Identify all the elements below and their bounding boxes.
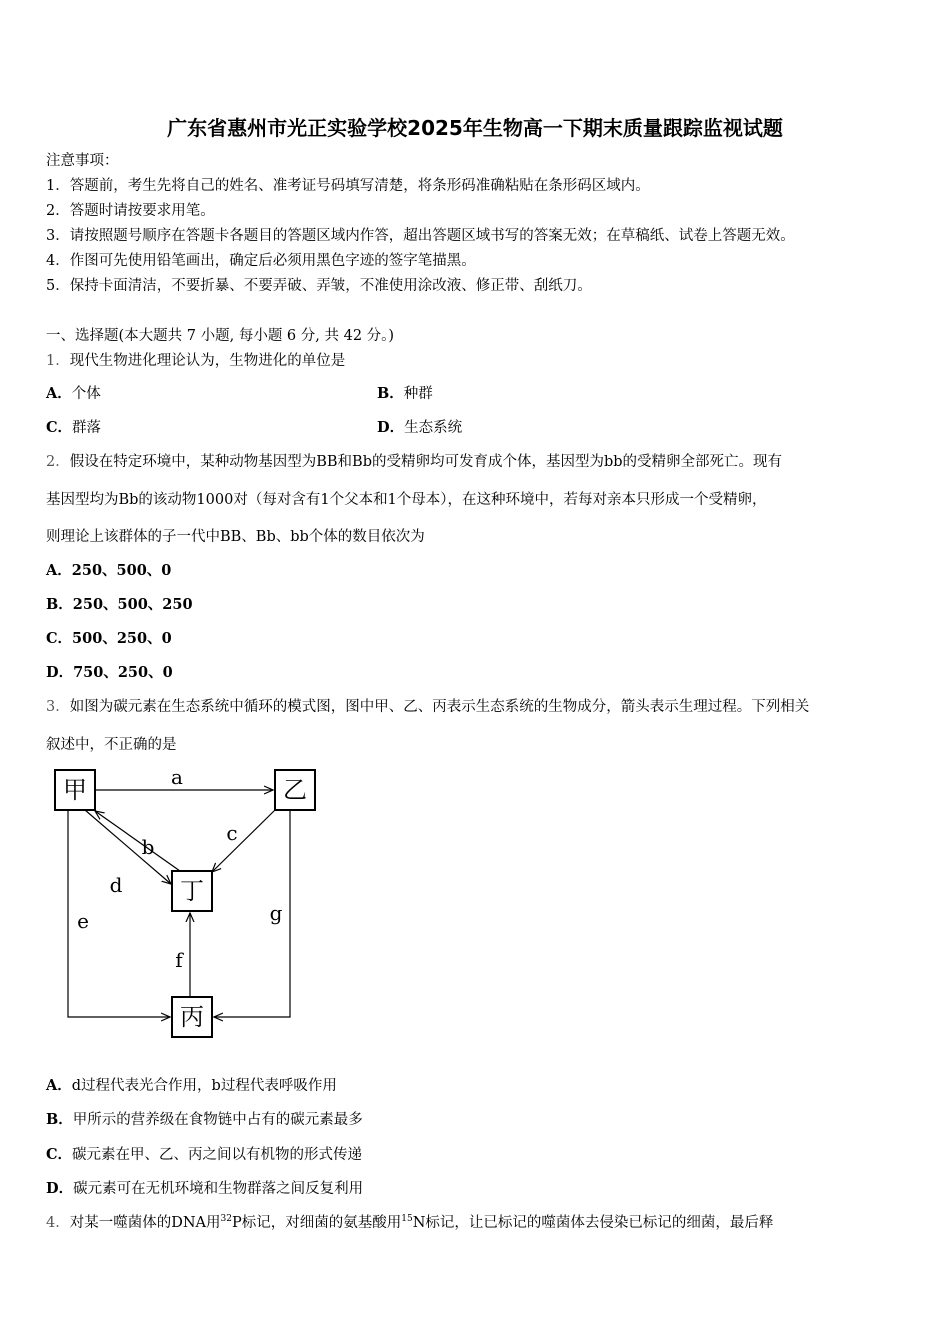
- question-stem: 现代生物进化理论认为，生物进化的单位是: [69, 353, 346, 369]
- arrow-b: [95, 811, 180, 871]
- label-e: e: [77, 909, 89, 933]
- notice-item: 4．作图可先使用铅笔画出，确定后必须用黑色字迹的签字笔描黑。: [46, 253, 476, 269]
- option-b[interactable]: [46, 1110, 363, 1130]
- question-text: P标记，对细菌的氨基酸用: [231, 1215, 402, 1231]
- option-label: C．: [46, 419, 73, 436]
- question-2: [46, 452, 782, 472]
- node-ding: 丁: [180, 877, 204, 905]
- label-c: c: [226, 821, 238, 845]
- option-text: 250、500、0: [71, 562, 172, 579]
- option-label: B．: [46, 1111, 73, 1128]
- arrow-d: [85, 810, 171, 884]
- question-number: 3．: [46, 699, 70, 715]
- question-text: N标记，让已标记的噬菌体去侵染已标记的细菌，最后释: [412, 1215, 774, 1231]
- option-label: A．: [46, 1077, 72, 1094]
- notice-heading: 注意事项：: [46, 153, 119, 169]
- question-3: [46, 697, 809, 717]
- carbon-cycle-diagram: [40, 760, 320, 1054]
- option-d[interactable]: [377, 418, 462, 438]
- option-label: B．: [46, 596, 73, 613]
- notice-item: 1．答题前，考生先将自己的姓名、准考证号码填写清楚，将条形码准确粘贴在条形码区域内。: [46, 178, 650, 194]
- notice-item: 5．保持卡面清洁，不要折暴、不要弄破、弄皱，不准使用涂改液、修正带、刮纸刀。: [46, 278, 592, 294]
- option-text: 种群: [403, 386, 433, 402]
- option-text: 个体: [71, 386, 101, 402]
- notice-item: 3．请按照题号顺序在答题卡各题目的答题区域内作答，超出答题区域书写的答案无效；在草稿纸、试卷上答题无效。: [46, 228, 795, 244]
- label-d: d: [109, 873, 123, 897]
- option-text: 250、500、250: [72, 596, 193, 613]
- option-label: D．: [46, 1180, 74, 1197]
- label-b: b: [141, 835, 155, 859]
- option-text: 500、250、0: [72, 630, 172, 647]
- notice-item: 2．答题时请按要求用笔。: [46, 203, 215, 219]
- node-bing: 丙: [180, 1003, 204, 1031]
- option-label: C．: [46, 1146, 73, 1163]
- option-text: 生态系统: [404, 420, 463, 436]
- option-label: B．: [377, 385, 404, 402]
- label-g: g: [269, 901, 283, 925]
- option-label: C．: [46, 630, 73, 647]
- option-text: d过程代表光合作用，b过程代表呼吸作用: [71, 1078, 337, 1094]
- question-stem-line: 则理论上该群体的子一代中BB、Bb、bb个体的数目依次为: [46, 529, 425, 545]
- question-1: [46, 351, 345, 371]
- option-label: A．: [46, 562, 72, 579]
- question-number: 4．: [46, 1215, 70, 1231]
- question-text: 对某一噬菌体的DNA用: [69, 1215, 221, 1231]
- option-text: 750、250、0: [73, 664, 173, 681]
- question-number: 2．: [46, 454, 70, 470]
- option-c[interactable]: [46, 629, 172, 649]
- option-text: 甲所示的营养级在食物链中占有的碳元素最多: [72, 1112, 363, 1128]
- option-c[interactable]: [46, 418, 101, 438]
- isotope-superscript: 15: [401, 1214, 413, 1225]
- option-b[interactable]: [377, 384, 433, 404]
- page-title: 广东省惠州市光正实验学校2025年生物高一下期末质量跟踪监视试题: [167, 116, 783, 140]
- option-d[interactable]: [46, 1179, 363, 1199]
- question-stem-line: 叙述中，不正确的是: [46, 737, 177, 753]
- option-a[interactable]: [46, 1076, 337, 1096]
- node-jia: 甲: [63, 776, 87, 804]
- option-text: 碳元素在甲、乙、丙之间以有机物的形式传递: [72, 1147, 363, 1163]
- option-label: D．: [46, 664, 74, 681]
- isotope-superscript: 32: [220, 1214, 232, 1225]
- option-a[interactable]: [46, 384, 101, 404]
- question-number: 1．: [46, 353, 70, 369]
- question-stem-line: 基因型均为Bb的该动物1000对（每对含有1个父本和1个母本），在这种环境中，若每对亲本只形成一个受精卵，: [46, 492, 767, 508]
- option-a[interactable]: [46, 561, 171, 581]
- option-text: 群落: [72, 420, 102, 436]
- question-stem-line: 假设在特定环境中，某种动物基因型为BB和Bb的受精卵均可发育成个体，基因型为bb的受精卵全部死亡。现有: [69, 454, 783, 470]
- option-label: A．: [46, 385, 72, 402]
- label-f: f: [175, 948, 183, 972]
- question-stem-line: 如图为碳元素在生态系统中循环的模式图，图中甲、乙、丙表示生态系统的生物成分，箭头表示生理过程。下列相关: [69, 699, 810, 715]
- option-c[interactable]: [46, 1145, 362, 1165]
- section-heading: 一、选择题(本大题共 7 小题, 每小题 6 分, 共 42 分。): [46, 328, 395, 344]
- question-4: [46, 1213, 773, 1233]
- label-a: a: [171, 765, 183, 789]
- option-text: 碳元素可在无机环境和生物群落之间反复利用: [73, 1181, 364, 1197]
- option-d[interactable]: [46, 663, 173, 683]
- node-yi: 乙: [283, 776, 307, 804]
- option-label: D．: [377, 419, 405, 436]
- option-b[interactable]: [46, 595, 193, 615]
- arrow-c: [212, 810, 275, 872]
